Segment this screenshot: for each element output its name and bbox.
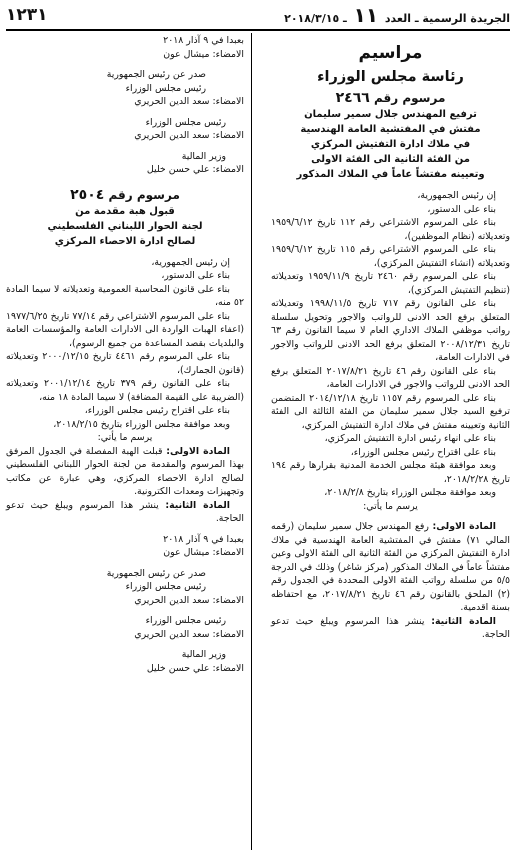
header-date: ٢٠١٨/٣/١٥	[284, 12, 340, 25]
article-1	[271, 520, 510, 615]
preamble-line: بناء على القانون رقم ٧١٧ تاريخ ١٩٩٨/١١/٥ وتعديلاته المتعلق برفع الحد الادنى للرواتب والاجور وتحويل سلسلة رواتب موظفي الملاك الاداري العام لا سيما القانون رقم ٦٣ تاريخ ٢٠٠٨/١٢/٣١ المتعلق برفع الحد الادنى للرواتب والاجور في الادارات العامة،	[271, 298, 510, 363]
article-1	[6, 445, 244, 499]
preamble-line: بناء على الدستور،	[161, 270, 230, 281]
preamble-line: إن رئيس الجمهورية،	[417, 190, 496, 201]
pm-title: رئيس مجلس الوزراء	[125, 581, 206, 592]
preamble-line: بناء على اقتراح رئيس مجلس الوزراء،	[350, 446, 496, 458]
finance-minister-title: وزير المالية	[181, 649, 226, 660]
finance-minister-signature: الامضاء: علي حسن خليل	[146, 164, 244, 175]
finance-minister-title: وزير المالية	[181, 150, 226, 162]
preamble-line: بناء على القانون رقم ٣٧٩ تاريخ ٢٠٠١/١٢/١٤ وتعديلاته (الضريبة على القيمة المضافة) لا سيما المادة ١٨ منه،	[6, 378, 244, 403]
pm-signature: الامضاء: سعد الدين الحريري	[134, 628, 244, 640]
article-2-label: المادة الثانية:	[431, 615, 496, 627]
header-dash: ـ	[343, 12, 347, 25]
subject-line: في ملاك ادارة التفتيش المركزي	[310, 139, 471, 150]
right-column	[271, 34, 510, 642]
preamble-line: وبعد موافقة مجلس الوزراء بتاريخ ٢٠١٨/٢/١٥،	[53, 418, 230, 430]
issued-by: صدر عن رئيس الجمهورية	[106, 69, 206, 80]
preamble-line: بناء على القانون رقم ٤٦ تاريخ ٢٠١٧/٨/٢١ المتعلق برفع الحد الادنى للرواتب والاجور في الادارات العامة،	[271, 365, 510, 390]
issued-by: صدر عن رئيس الجمهورية	[106, 567, 206, 579]
pm-signature: الامضاء: سعد الدين الحريري	[134, 594, 244, 606]
president-signature: الامضاء: ميشال عون	[163, 48, 244, 60]
preamble-line: بناء على المرسوم الاشتراعي رقم ٧٧/١٤ تاريخ ١٩٧٧/٦/٢٥ (اعفاء الهبات الواردة الى الادارات العامة والمؤسسات العامة والبلديات بقصد المساعدة من جميع الرسوم)،	[6, 310, 244, 349]
decrees-heading: يرسم ما يأتي:	[97, 432, 153, 443]
preamble-line: بناء على قانون المحاسبة العمومية وتعديلاته لا سيما المادة ٥٢ منه،	[6, 283, 244, 308]
pm-signature: الامضاء: سعد الدين الحريري	[134, 96, 244, 107]
preamble-line: إن رئيس الجمهورية،	[151, 256, 230, 268]
article-2-label: المادة الثانية:	[165, 499, 230, 511]
subject-line: من الفئة الثانية الى الفئة الاولى	[311, 154, 470, 165]
article-1-label: المادة الاولى:	[166, 445, 230, 457]
decree-subject	[271, 107, 510, 182]
decree-number-2504	[6, 187, 244, 204]
preamble-line: بناء على اقتراح رئيس مجلس الوزراء،	[84, 405, 230, 416]
section-title: مراسيم	[358, 43, 423, 63]
signature-block-2	[6, 533, 244, 676]
preamble-line: بناء على المرسوم الاشتراعي رقم ١١٢ تاريخ ١٩٥٩/٦/١٢ وتعديلاته (نظام الموظفين)،	[271, 217, 510, 242]
preamble-line: بناء على المرسوم رقم ١١٥٧ تاريخ ٢٠١٤/١٢/١٨ المتضمن ترفيع السيد جلال سمير سليمان من الفئة الثالثة الى الفئة الثانية وتعيينه مفتش في ملاك ادارة التفتيش المركزي،	[271, 392, 510, 431]
subject-line: ترفيع المهندس جلال سمير سليمان	[304, 109, 477, 120]
preamble-line: بناء على الدستور،	[427, 203, 496, 215]
preamble-line: بناء على انهاء رئيس ادارة التفتيش المركزي،	[324, 433, 496, 444]
article-2	[6, 499, 244, 526]
column-divider	[251, 33, 252, 850]
pm-title: رئيس مجلس الوزراء	[145, 615, 226, 626]
article-2-text: ينشر هذا المرسوم ويبلغ حيث تدعو الحاجة.	[6, 499, 244, 524]
president-signature: الامضاء: ميشال عون	[163, 547, 244, 558]
article-1-text: رفع المهندس جلال سمير سليمان (رقمه المالي ٧١) مفتش في المفتشية العامة الهندسية في ملاك ادارة التفتيش المركزي من الفئة الثانية الى الفئة الاولى وعين مفتشاً عاماً في الملاك المذكور (مركز شاغر) وذلك في الدرجة ٥/٥ من سلسلة رواتب الفئة الاولى المحددة في الجدول رقم (٢) الملحق بالقانون رقم ٤٦ تاريخ ٢٠١٧/٨/٢١، مع احتفاظه بسنة اقدمية.	[271, 521, 510, 613]
pm-signature: الامضاء: سعد الدين الحريري	[134, 130, 244, 141]
decree-number: ٢٤٦٦	[335, 90, 370, 106]
preamble-line: وبعد موافقة مجلس الوزراء بتاريخ ٢٠١٨/٢/٨،	[324, 487, 496, 498]
header-page-number: ١٢٣١	[6, 5, 48, 25]
article-2-text: ينشر هذا المرسوم ويبلغ حيث تدعو الحاجة.	[271, 615, 510, 640]
header-rule	[6, 29, 510, 31]
subject-line: قبول هبة مقدمة من	[75, 205, 175, 217]
decree-preamble	[6, 256, 244, 432]
decree-preamble	[271, 189, 510, 500]
signing-date: بعبدا في ٩ آذار ٢٠١٨	[163, 533, 244, 545]
pm-title: رئيس مجلس الوزراء	[125, 82, 206, 94]
left-column	[6, 34, 244, 675]
preamble-line: وبعد موافقة هيئة مجلس الخدمة المدنية بقرارها رقم ١٩٤ تاريخ ٢٠١٨/٢/٢٨،	[271, 460, 510, 485]
preamble-line: بناء على المرسوم رقم ٢٤٦٠ تاريخ ١٩٥٩/١١/٩ وتعديلاته (تنظيم التفتيش المركزي)،	[271, 271, 510, 296]
article-2	[271, 615, 510, 642]
header-publication-name: الجريدة الرسمية ـ العدد	[384, 12, 510, 25]
article-1-label: المادة الاولى:	[432, 521, 496, 532]
subject-line: مفتش في المفتشية العامة الهندسية	[300, 124, 481, 135]
article-1-text: قبلت الهبة المفصلة في الجدول المرفق بهذا المرسوم والمقدمة من لجنة الحوار اللبناني الفلسطيني لصالح ادارة الاحصاء المركزي، وهي عبارة عن مكاتب وتجهيزات ومعدات الكترونية.	[6, 445, 244, 497]
decrees-heading: يرسم ما يأتي:	[363, 500, 418, 512]
page-header	[6, 4, 510, 26]
finance-minister-signature: الامضاء: علي حسن خليل	[146, 662, 244, 674]
subject-line: لجنة الحوار اللبناني الفلسطيني	[47, 220, 203, 232]
decree-label: مرسوم رقم	[374, 91, 446, 105]
decree-label: مرسوم رقم	[108, 187, 180, 202]
preamble-line: بناء على المرسوم الاشتراعي رقم ١١٥ تاريخ ١٩٥٩/٦/١٢ وتعديلاته (انشاء التفتيش المركزي)،	[271, 244, 510, 269]
pm-title: رئيس مجلس الوزراء	[145, 116, 226, 128]
header-publication	[284, 3, 510, 27]
subject-line: وتعيينه مفتشاً عاماً في الملاك المذكور	[296, 169, 485, 180]
decree-number: ٢٥٠٤	[70, 186, 105, 203]
signature-block-1	[6, 34, 244, 177]
decree-number-2466	[271, 90, 510, 107]
header-issue-number: ١١	[353, 3, 379, 27]
decree-subject	[6, 204, 244, 249]
authority-title: رئاسة مجلس الوزراء	[317, 69, 464, 85]
subject-line: لصالح ادارة الاحصاء المركزي	[54, 235, 196, 247]
preamble-line: بناء على المرسوم رقم ٤٤٦١ تاريخ ٢٠٠٠/١٢/١٥ وتعديلاته (قانون الجمارك)،	[6, 351, 244, 376]
signing-date: بعبدا في ٩ آذار ٢٠١٨	[163, 35, 244, 46]
